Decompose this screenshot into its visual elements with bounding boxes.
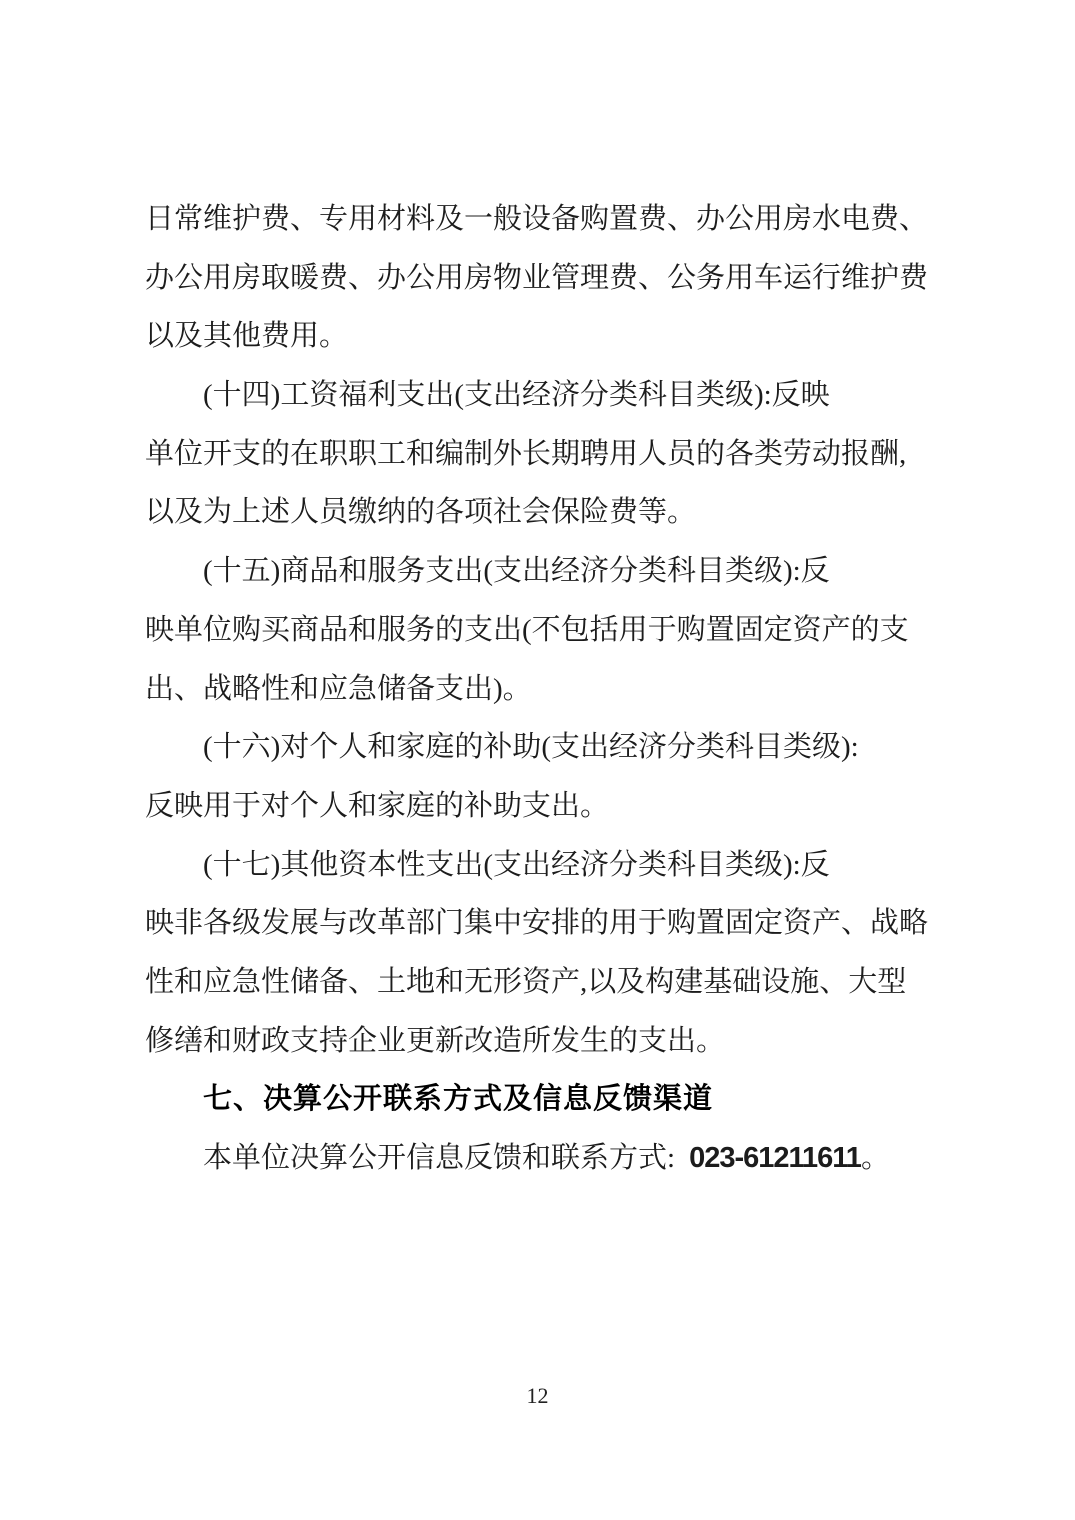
text-line: 日常维护费、专用材料及一般设备购置费、办公用房水电费、 xyxy=(145,203,929,235)
text-line: 七、决算公开联系方式及信息反馈渠道 xyxy=(203,1083,714,1116)
text-line: 出、战略性和应急储备支出)。 xyxy=(145,672,532,705)
heading-section-7-contact-feedback xyxy=(145,1070,935,1129)
para-item-16-individual-family-subsidy xyxy=(145,718,935,835)
text-line: 办公用房取暖费、办公用房物业管理费、公务用车运行维护费 xyxy=(145,261,929,294)
text-line: (十七)其他资本性支出(支出经济分类科目类级):反 xyxy=(203,848,830,881)
text-line: 单位开支的在职职工和编制外长期聘用人员的各类劳动报酬, xyxy=(145,437,907,470)
para-continuation-other-fees xyxy=(145,190,935,366)
text-line: (十四)工资福利支出(支出经济分类科目类级):反映 xyxy=(203,379,830,412)
contact-phone-number: 023-61211611 xyxy=(689,1142,861,1174)
text-line: 性和应急性储备、土地和无形资产,以及构建基础设施、大型 xyxy=(145,965,907,998)
contact-period: 。 xyxy=(860,1142,890,1174)
contact-prefix: 本单位决算公开信息反馈和联系方式: xyxy=(203,1142,676,1174)
text-line xyxy=(145,1129,935,1188)
text-line: 映单位购买商品和服务的支出(不包括用于购置固定资产的支 xyxy=(145,613,909,646)
text-line: 反映用于对个人和家庭的补助支出。 xyxy=(145,789,610,822)
para-item-17-other-capital-expenditure xyxy=(145,836,935,1071)
text-line: 以及为上述人员缴纳的各项社会保险费等。 xyxy=(145,496,697,529)
para-item-15-goods-services xyxy=(145,542,935,718)
text-line: (十六)对个人和家庭的补助(支出经济分类科目类级): xyxy=(203,731,859,764)
document-body xyxy=(145,190,935,1188)
text-line: 映非各级发展与改革部门集中安排的用于购置固定资产、战略 xyxy=(145,907,929,940)
text-line: 修缮和财政支持企业更新改造所发生的支出。 xyxy=(145,1024,726,1057)
para-item-14-wage-welfare xyxy=(145,366,935,542)
para-contact-phone xyxy=(145,1129,935,1188)
text-line: (十五)商品和服务支出(支出经济分类科目类级):反 xyxy=(203,555,830,588)
text-line: 以及其他费用。 xyxy=(145,320,349,353)
page-number: 12 xyxy=(526,1383,549,1408)
